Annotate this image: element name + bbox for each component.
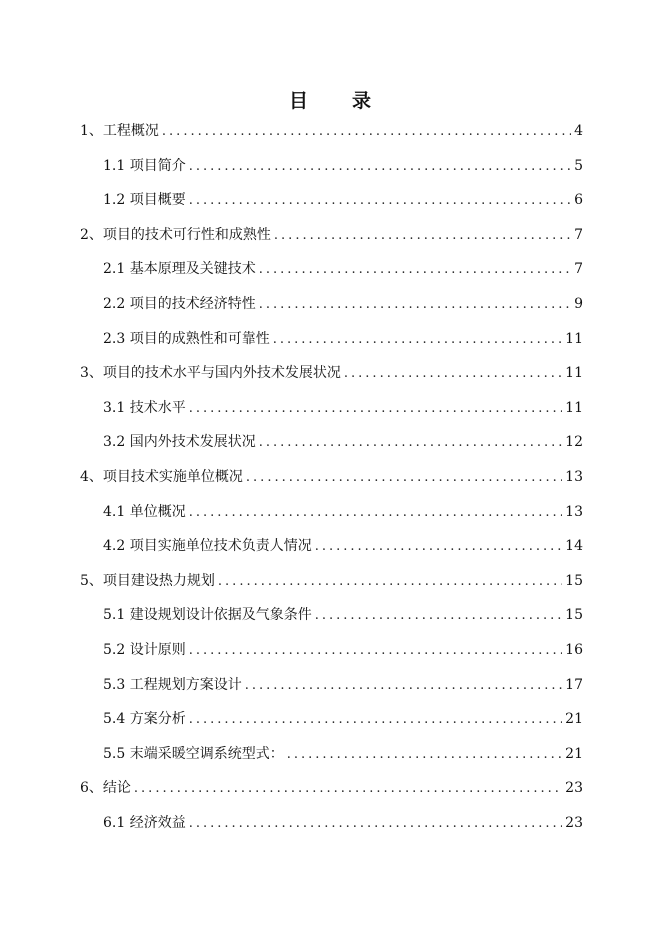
toc-page-number: 21 <box>565 745 583 762</box>
toc-page-number: 11 <box>565 330 583 347</box>
toc-entry-label: 5.4 方案分析 <box>103 711 186 728</box>
toc-dot-leader <box>162 124 571 139</box>
toc-section-entry[interactable] <box>103 155 583 177</box>
toc-page-number: 23 <box>565 780 583 797</box>
toc-page-number: 7 <box>574 226 583 243</box>
toc-page-number: 21 <box>565 711 583 728</box>
toc-chapter-entry[interactable] <box>80 570 583 592</box>
toc-section-entry[interactable] <box>103 189 583 211</box>
toc-page-number: 6 <box>574 192 583 209</box>
toc-section-entry[interactable] <box>103 708 583 730</box>
toc-page-number: 5 <box>574 157 583 174</box>
toc-chapter-entry[interactable] <box>80 466 583 488</box>
toc-section-entry[interactable] <box>103 431 583 453</box>
toc-section-entry[interactable] <box>103 743 583 765</box>
toc-page-number: 11 <box>565 399 583 416</box>
toc-entry-label: 1、工程概况 <box>80 123 159 139</box>
toc-entry-label: 5.5 末端采暖空调系统型式： <box>103 745 284 762</box>
toc-page-number: 17 <box>565 676 583 693</box>
toc-entry-label: 6、结论 <box>80 780 131 797</box>
toc-page-number: 15 <box>565 572 583 589</box>
toc-page-number: 13 <box>565 503 583 520</box>
toc-section-entry[interactable] <box>103 535 583 557</box>
toc-dot-leader <box>274 228 571 243</box>
toc-entry-label: 2、项目的技术可行性和成熟性 <box>80 226 271 243</box>
toc-entry-label: 1.2 项目概要 <box>103 192 186 209</box>
toc-dot-leader <box>189 401 562 416</box>
toc-entry-label: 3.1 技术水平 <box>103 399 186 416</box>
toc-page-number: 23 <box>565 815 583 831</box>
toc-entry-label: 1.1 项目简介 <box>103 157 186 174</box>
toc-page-number: 13 <box>565 469 583 485</box>
toc-entry-label: 6.1 经济效益 <box>103 815 186 831</box>
toc-section-entry[interactable] <box>103 258 583 280</box>
toc-dot-leader <box>259 262 571 277</box>
toc-dot-leader <box>273 332 562 347</box>
toc-entry-label: 3、项目的技术水平与国内外技术发展状况 <box>80 365 341 382</box>
toc-section-entry[interactable] <box>103 397 583 419</box>
toc-page-number: 4 <box>574 123 583 139</box>
toc-page-number: 14 <box>565 538 583 555</box>
toc-dot-leader <box>189 643 562 658</box>
toc-dot-leader <box>189 505 562 520</box>
toc-title: 目 录 <box>288 90 373 112</box>
toc-page-number: 15 <box>565 607 583 624</box>
toc-dot-leader <box>245 678 562 693</box>
toc-entry-label: 5.1 建设规划设计依据及气象条件 <box>103 607 312 624</box>
toc-dot-leader <box>344 366 562 381</box>
toc-dot-leader <box>189 159 571 174</box>
toc-dot-leader <box>134 781 562 796</box>
toc-section-entry[interactable] <box>103 501 583 523</box>
toc-dot-leader <box>287 747 562 762</box>
toc-entry-label: 3.2 国内外技术发展状况 <box>103 434 256 451</box>
toc-dot-leader <box>218 574 562 589</box>
toc-dot-leader <box>259 435 562 450</box>
toc-section-entry[interactable] <box>103 293 583 315</box>
toc-dot-leader <box>259 297 571 312</box>
toc-page-number: 7 <box>574 261 583 278</box>
toc-section-entry[interactable] <box>103 812 583 834</box>
toc-dot-leader <box>189 816 562 831</box>
toc-section-entry[interactable] <box>103 639 583 661</box>
toc-section-entry[interactable] <box>103 674 583 696</box>
toc-dot-leader <box>189 193 571 208</box>
toc-page-number: 11 <box>565 365 583 382</box>
toc-entry-label: 2.3 项目的成熟性和可靠性 <box>103 330 270 347</box>
toc-section-entry[interactable] <box>103 604 583 626</box>
toc-entry-label: 4.2 项目实施单位技术负责人情况 <box>103 538 312 555</box>
toc-section-entry[interactable] <box>103 328 583 350</box>
toc-dot-leader <box>246 470 562 485</box>
toc-entry-label: 2.1 基本原理及关键技术 <box>103 261 256 278</box>
toc-chapter-entry[interactable] <box>80 120 583 142</box>
toc-entry-label: 4、项目技术实施单位概况 <box>80 469 243 485</box>
toc-dot-leader <box>315 539 562 554</box>
toc-page-number: 9 <box>574 296 583 312</box>
toc-chapter-entry[interactable] <box>80 777 583 799</box>
toc-entry-label: 5.3 工程规划方案设计 <box>103 676 242 693</box>
toc-entry-label: 5.2 设计原则 <box>103 642 186 658</box>
toc-page-number: 12 <box>565 434 583 451</box>
toc-chapter-entry[interactable] <box>80 224 583 246</box>
toc-entry-label: 2.2 项目的技术经济特性 <box>103 296 256 312</box>
toc-dot-leader <box>315 608 562 623</box>
toc-entry-label: 4.1 单位概况 <box>103 503 186 520</box>
toc-dot-leader <box>189 712 562 727</box>
toc-page-number: 16 <box>565 642 583 658</box>
toc-entry-label: 5、项目建设热力规划 <box>80 572 215 589</box>
toc-chapter-entry[interactable] <box>80 362 583 384</box>
